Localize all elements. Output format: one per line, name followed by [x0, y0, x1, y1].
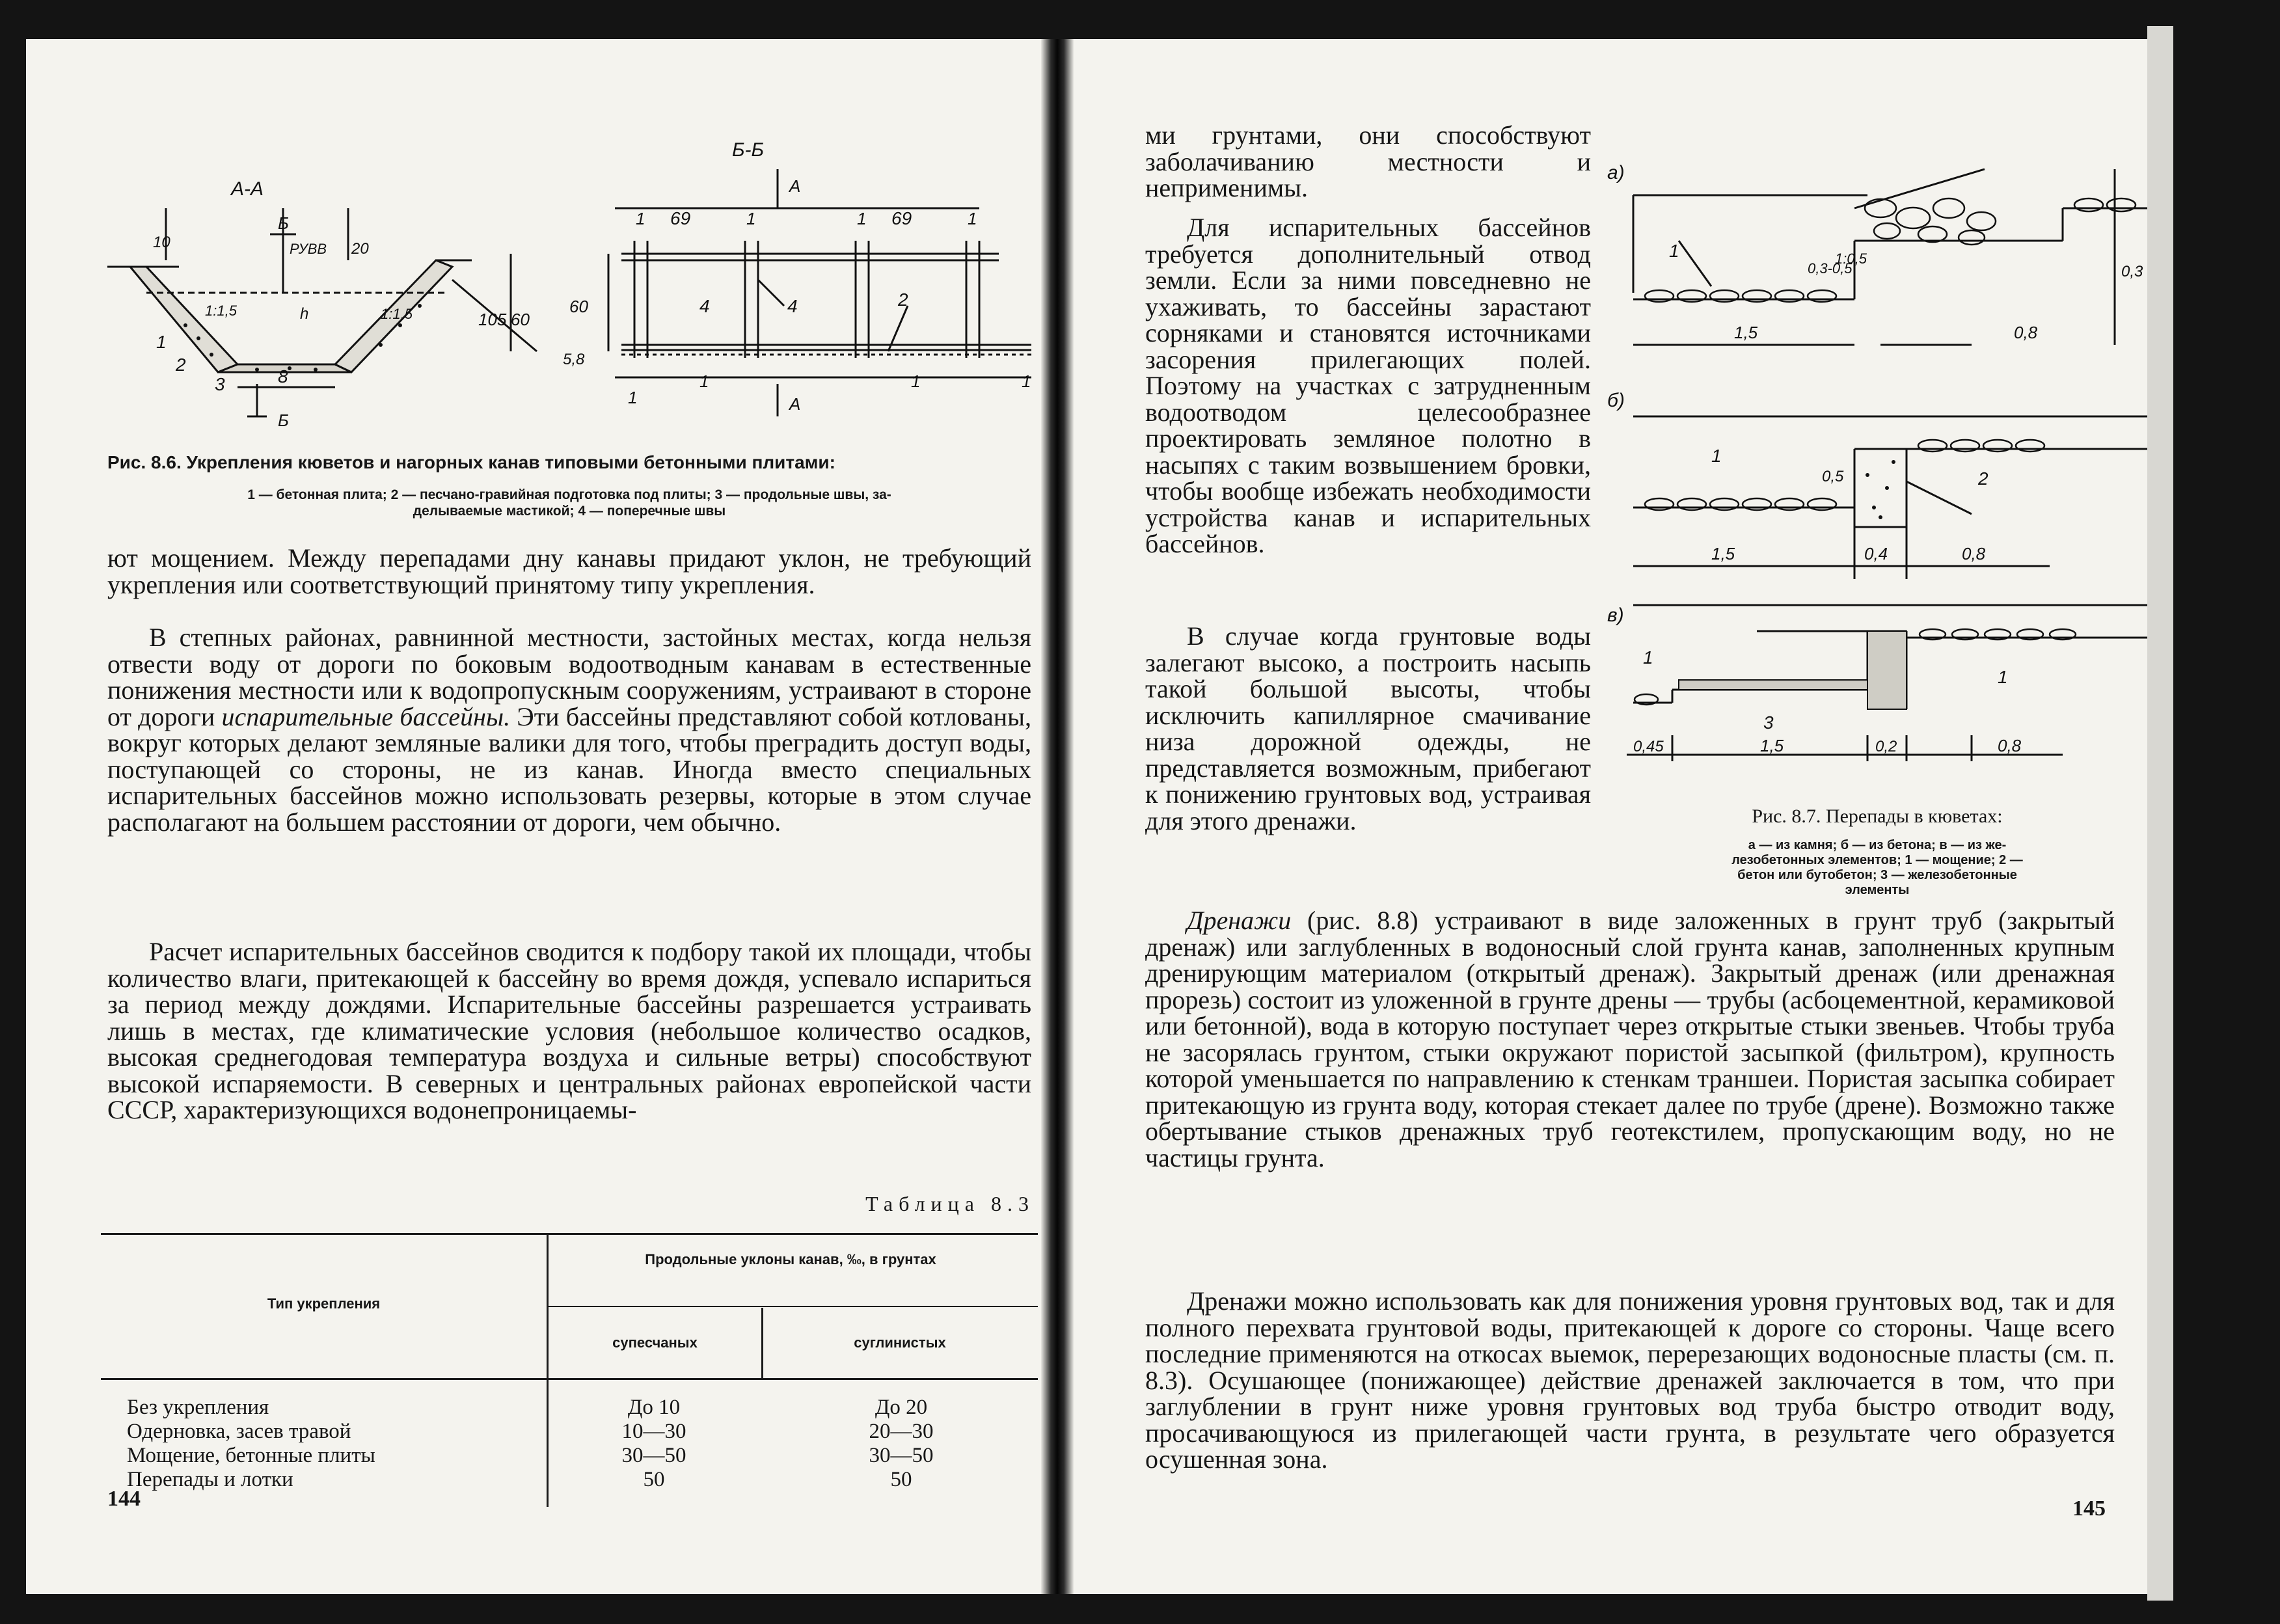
figure-8-7-legend-line3: бетон или бутобетон; 3 — железобетонные [1737, 868, 2017, 882]
left-paragraph-2 [107, 625, 1031, 835]
fig87-label-d08-v: 0,8 [1998, 736, 2022, 755]
fig86-label-b-top: Б [278, 213, 289, 233]
fig86-label-d8: 8 [278, 366, 288, 386]
table-header-group: Продольные уклоны канав, ‰, в грунтах [645, 1251, 936, 1267]
right-page [1074, 39, 2147, 1594]
table-header-rule [101, 1378, 1038, 1380]
fig86-label-d10: 10 [153, 234, 170, 251]
right-paragraph-drainage-text: (рис. 8.8) устраивают в виде заложенных в грунт труб (закрытый дренаж) или заглубленных в водоносный слой грунта канав, заполненных крупным дренирующим материалом (открытый дренаж). Закрытый дренаж (или дренажная прорезь) состоит из уложенной в грунте дрены — трубы (асбоцементной, керамиковой или бетонной), вода в которую поступает через открытые стыки звеньев. Чтобы труба не засорялась грунтом, стыки окружают пористой засыпкой (фильтром), крупность которой уменьшается по направлению к стенкам траншеи. Пористая засыпка собирает притекающую из грунта воду, которая стекает далее по трубе (дрене). Возможно также обертывание стыков дренажных труб геотекстилем, пропускающим воду, но не частицы грунта. [1145, 906, 2115, 1172]
table-header-type: Тип укрепления [267, 1295, 381, 1312]
fig87-label-n3-v: 3 [1763, 712, 1774, 733]
figure-8-6-caption-title: Рис. 8.6. Укрепления кюветов и нагорных канав типовыми бетонными плитами: [107, 452, 835, 472]
fig86-label-n1b: 1 [628, 388, 638, 407]
right-paragraph-last: Дренажи можно использовать как для понижения уровня грунтовых вод, так и для полного перехвата грунтовой воды, притекающей к дороге со стороны. Чаще всего последние применяются на откосах выемок, перерезающих водоносные пласты (см. п. 8.3). Осушающее (понижающее) действие дренажей заключается в том, что при заглублении в грунт ниже уровня грунтовых вод труба быстро отводит воду, просачивающуюся из прилегающей части грунта, в результате чего образуется осушенная зона. [1145, 1286, 2115, 1474]
table-row-4-sandy: 50 [643, 1468, 665, 1491]
fig87-label-d08-b: 0,8 [1962, 544, 1986, 563]
right-column-paragraph-1: ми грунтами, они способствуют заболачиванию местности и неприменимы. [1145, 120, 1591, 202]
left-paragraph-2-end: Эти бассейны представляют собой котлованы, вокруг которых делают земляные валики для того, чтобы преградить доступ воды, поступающей со стороны, не из канав. Иногда вместо специальных испарительных бассейнов можно использовать резервы, которые в этом случае располагают на большем расстоянии от дороги, чем обычно. [107, 701, 1032, 837]
fig86-label-d60a: 60 [511, 310, 530, 329]
fig86-label-d105: 105 [478, 310, 507, 329]
fig86-label-n4b: 4 [787, 296, 798, 316]
fig87-label-a: а) [1607, 162, 1625, 183]
figure-8-7-caption-title: Рис. 8.7. Перепады в кюветах: [1752, 805, 2003, 827]
term-evaporation-basins: испарительные бассейны. [221, 701, 511, 731]
fig86-label-n1e: 1 [1022, 372, 1031, 391]
figure-8-7-legend-line2: лезобетонных элементов; 1 — мощение; 2 — [1731, 853, 2023, 867]
table-row-2-loamy: 20—30 [869, 1420, 934, 1443]
fig87-label-d15-b: 1,5 [1711, 544, 1735, 563]
left-paragraph-3: Расчет испарительных бассейнов сводится к подбору такой их площади, чтобы количество влаги, притекающей к бассейну во время дождя, успевало испариться за период между дождями. Испарительные бассейны разрешается устраивать лишь в местах, где климатические условия (небольшое количество осадков, высокая среднегодовая температура воздуха и сильные ветры) способствуют высокой испаряемости. В северных и центральных районах европейской части СССР, характеризующихся водонепроницаемы- [107, 937, 1031, 1124]
fig86-label-d1c: 1 [857, 209, 867, 228]
table-row-4-loamy: 50 [890, 1468, 912, 1491]
fig86-label-n3: 3 [215, 374, 225, 394]
fig87-label-n1-a: 1 [1669, 241, 1679, 261]
fig86-label-a-bottom: А [789, 394, 801, 414]
fig87-label-v: в) [1607, 604, 1624, 626]
fig86-label-d69b: 69 [891, 208, 912, 228]
fig86-label-b-bottom: Б [278, 411, 289, 430]
figure-8-6-legend-line1: 1 — бетонная плита; 2 — песчано-гравийная подготовка под плиты; 3 — продольные швы, за- [247, 487, 891, 502]
fig86-label-n1c: 1 [699, 372, 709, 391]
table-header-loamy: суглинистых [854, 1334, 946, 1351]
fig87-label-d15-a: 1,5 [1734, 323, 1758, 342]
fig86-label-slope-right: 1:1,5 [381, 306, 413, 322]
fig86-label-d1d: 1 [968, 209, 977, 228]
table-8-3-label: Таблица 8.3 [865, 1192, 1035, 1215]
term-drainage: Дренажи [1187, 906, 1292, 935]
table-header-sandy: супесчаных [612, 1334, 698, 1351]
fig87-label-d105: 1:0,5 [1835, 250, 1867, 267]
fig86-label-n1: 1 [156, 332, 167, 352]
table-row-2-type: Одерновка, засев травой [127, 1420, 351, 1443]
fig87-label-b: б) [1607, 390, 1625, 411]
fig86-label-bb: Б-Б [732, 139, 765, 161]
fig87-label-d03: 0,3 [2121, 263, 2143, 280]
fig87-label-d02: 0,2 [1875, 738, 1897, 755]
fig87-label-d05: 0,5 [1822, 468, 1844, 485]
fig86-label-ruvv: РУВВ [290, 241, 327, 257]
fig86-label-a-top: А [789, 176, 801, 196]
page-edge [2147, 26, 2173, 1601]
figure-8-7-legend-line1: а — из камня; б — из бетона; в — из же- [1748, 838, 2007, 852]
right-column-paragraph-3: В случае когда грунтовые воды залегают высоко, а построить насыпь такой большой высоты, чтобы исключить капиллярное смачивание низа дорожной одежды, не представляется возможным, прибегают к понижению грунтовых вод, устраивая для этого дренажи. [1145, 621, 1591, 835]
table-row-2-sandy: 10—30 [621, 1420, 686, 1443]
fig87-label-n1-v2: 1 [1998, 667, 2008, 687]
fig86-label-n1d: 1 [911, 372, 921, 391]
fig86-label-d58: 5,8 [563, 351, 585, 368]
table-row-4-type: Перепады и лотки [127, 1468, 293, 1491]
table-group-rule [547, 1306, 1038, 1307]
fig87-label-n2-b: 2 [1978, 468, 1988, 489]
table-row-3-loamy: 30—50 [869, 1444, 934, 1467]
figure-8-7-drawing [1607, 111, 2147, 800]
fig87-label-d0305: 0,3-0,5 [1808, 260, 1853, 277]
page-number-right: 145 [2072, 1496, 2106, 1521]
left-paragraph-2-start: В степных районах, равнинной местности, застойных местах, когда нельзя отвести воду от дороги по боковым водоотводным канавам в естественные понижения местности или к водопропускным сооружениям, устраивают в стороне от дороги [107, 623, 1031, 731]
fig87-label-d045: 0,45 [1633, 738, 1664, 755]
fig86-label-d20: 20 [351, 240, 369, 258]
fig87-label-d15-v: 1,5 [1760, 736, 1784, 755]
left-page [26, 39, 1041, 1594]
table-row-1-loamy: До 20 [875, 1396, 928, 1419]
fig86-label-n2b: 2 [898, 290, 908, 310]
book-spine [1041, 39, 1074, 1594]
fig87-label-d08-a: 0,8 [2014, 323, 2038, 342]
fig86-label-d60b: 60 [569, 297, 588, 316]
table-col-divider [547, 1234, 549, 1507]
fig86-label-d1a: 1 [636, 209, 645, 228]
fig87-label-n1-b: 1 [1711, 446, 1722, 466]
fig87-label-d04: 0,4 [1864, 544, 1888, 563]
table-row-3-type: Мощение, бетонные плиты [127, 1444, 375, 1467]
left-paragraph-1: ют мощением. Между перепадами дну канавы придают уклон, не требующий укрепления или соответствующий принятому типу укрепления. [107, 543, 1031, 599]
page-number-left: 144 [107, 1487, 141, 1511]
fig86-label-slope-left: 1:1,5 [205, 303, 237, 319]
fig86-label-d69a: 69 [670, 208, 691, 228]
fig86-label-h: h [300, 305, 309, 323]
right-column-paragraph-2: Для испарительных бассейнов требуется дополнительный отвод земли. Если за ними повседневно не ухаживать, то бассейны зарастают сорняками и становятся источниками засорения прилегающих полей. Поэтому на участках с затрудненным водоотводом целесообразнее проектировать земляное полотно в насыпях с таким возвышением бровки, чтобы вообще избежать необходимости устройства канав и испарительных бассейнов. [1145, 213, 1591, 558]
table-row-3-sandy: 30—50 [621, 1444, 686, 1467]
fig86-label-n2: 2 [176, 355, 186, 375]
figure-8-6-legend-line2: делываемые мастикой; 4 — поперечные швы [413, 504, 726, 519]
figure-8-6-caption-legend [111, 487, 1028, 519]
fig86-label-aa: А-А [231, 178, 264, 200]
figure-8-7-caption-legend [1614, 838, 2141, 898]
fig86-label-n4a: 4 [699, 296, 710, 316]
right-paragraph-drainage [1145, 908, 2115, 1171]
fig86-label-d1b: 1 [746, 209, 756, 228]
table-row-1-type: Без укрепления [127, 1396, 269, 1419]
figure-8-6-drawing [107, 130, 1031, 442]
table-top-rule [101, 1233, 1038, 1235]
fig87-label-n1-v: 1 [1643, 647, 1653, 668]
table-row-1-sandy: До 10 [627, 1396, 681, 1419]
figure-8-7-legend-line4: элементы [1845, 883, 1910, 897]
